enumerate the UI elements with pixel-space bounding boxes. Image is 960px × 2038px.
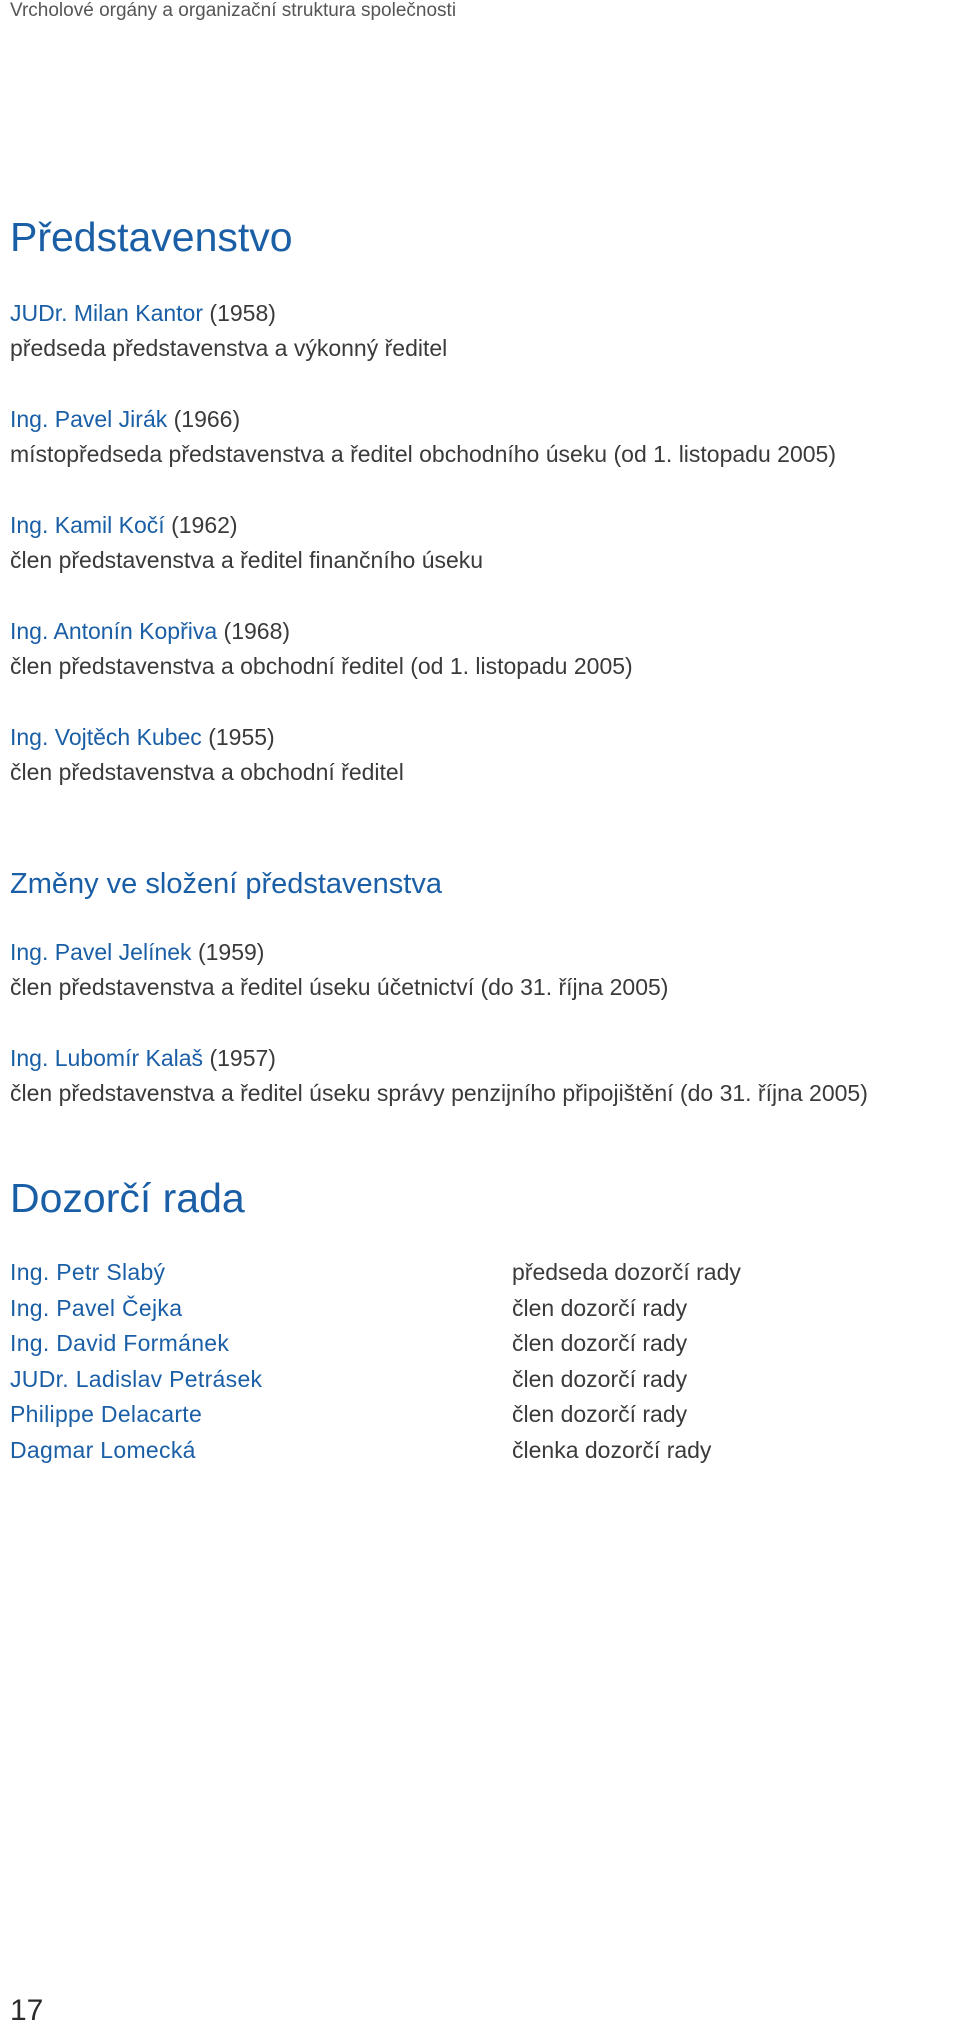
running-header: Vrcholové orgány a organizační struktura společnosti bbox=[10, 0, 457, 21]
member-role: předseda představenstva a výkonný ředitel bbox=[10, 335, 448, 361]
member-role: člen dozorčí rady bbox=[512, 1330, 688, 1356]
member-name: Ing. David Formánek bbox=[10, 1330, 230, 1356]
board-member-entry bbox=[10, 402, 836, 472]
member-name: Dagmar Lomecká bbox=[10, 1436, 196, 1463]
board-member-entry bbox=[10, 296, 447, 366]
member-role: člen představenstva a ředitel úseku správy penzijního připojištění (do 31. října 2005) bbox=[10, 1080, 868, 1106]
member-birth-year: (1968) bbox=[223, 618, 291, 644]
member-birth-year: (1957) bbox=[209, 1045, 276, 1071]
member-name: Ing. Pavel Jirák bbox=[10, 406, 168, 432]
member-role: předseda dozorčí rady bbox=[512, 1259, 741, 1285]
board-member-entry bbox=[10, 508, 483, 578]
section-title-supervisory: Dozorčí rada bbox=[10, 1175, 245, 1221]
member-birth-year: (1958) bbox=[209, 300, 276, 326]
member-role: člen představenstva a obchodní ředitel bbox=[10, 759, 404, 785]
member-birth-year: (1955) bbox=[208, 724, 275, 750]
member-role: členka dozorčí rady bbox=[512, 1436, 712, 1463]
member-birth-year: (1966) bbox=[173, 406, 241, 432]
member-role: místopředseda představenstva a ředitel obchodního úseku (od 1. listopadu 2005) bbox=[10, 441, 836, 467]
member-name: Ing. Pavel Čejka bbox=[10, 1294, 183, 1321]
member-name: Ing. Kamil Kočí bbox=[10, 512, 165, 538]
page-number: 17 bbox=[10, 1994, 44, 2027]
board-member-entry bbox=[10, 720, 404, 790]
member-role: člen dozorčí rady bbox=[512, 1401, 688, 1427]
member-role: člen představenstva a obchodní ředitel (od 1. listopadu 2005) bbox=[10, 653, 633, 679]
member-role: člen představenstva a ředitel finančního úseku bbox=[10, 547, 484, 573]
member-birth-year: (1962) bbox=[171, 512, 238, 538]
member-role: člen dozorčí rady bbox=[512, 1294, 688, 1321]
former-member-entry bbox=[10, 935, 668, 1005]
member-birth-year: (1959) bbox=[197, 939, 265, 965]
member-name: Ing. Lubomír Kalaš bbox=[10, 1045, 204, 1071]
member-name: Philippe Delacarte bbox=[10, 1401, 203, 1427]
member-name: Ing. Antonín Kopřiva bbox=[10, 618, 218, 644]
board-member-entry bbox=[10, 614, 633, 684]
member-name: Ing. Pavel Jelínek bbox=[10, 939, 192, 965]
member-name: JUDr. Ladislav Petrásek bbox=[10, 1365, 263, 1392]
member-name: Ing. Petr Slabý bbox=[10, 1259, 166, 1285]
section-title-changes: Změny ve složení představenstva bbox=[10, 868, 442, 900]
member-role: člen dozorčí rady bbox=[512, 1365, 688, 1392]
former-member-entry bbox=[10, 1041, 868, 1111]
member-name: Ing. Vojtěch Kubec bbox=[10, 724, 202, 750]
member-role: člen představenstva a ředitel úseku účetnictví (do 31. října 2005) bbox=[10, 974, 669, 1000]
section-title-board: Představenstvo bbox=[10, 214, 293, 260]
member-name: JUDr. Milan Kantor bbox=[10, 300, 204, 326]
